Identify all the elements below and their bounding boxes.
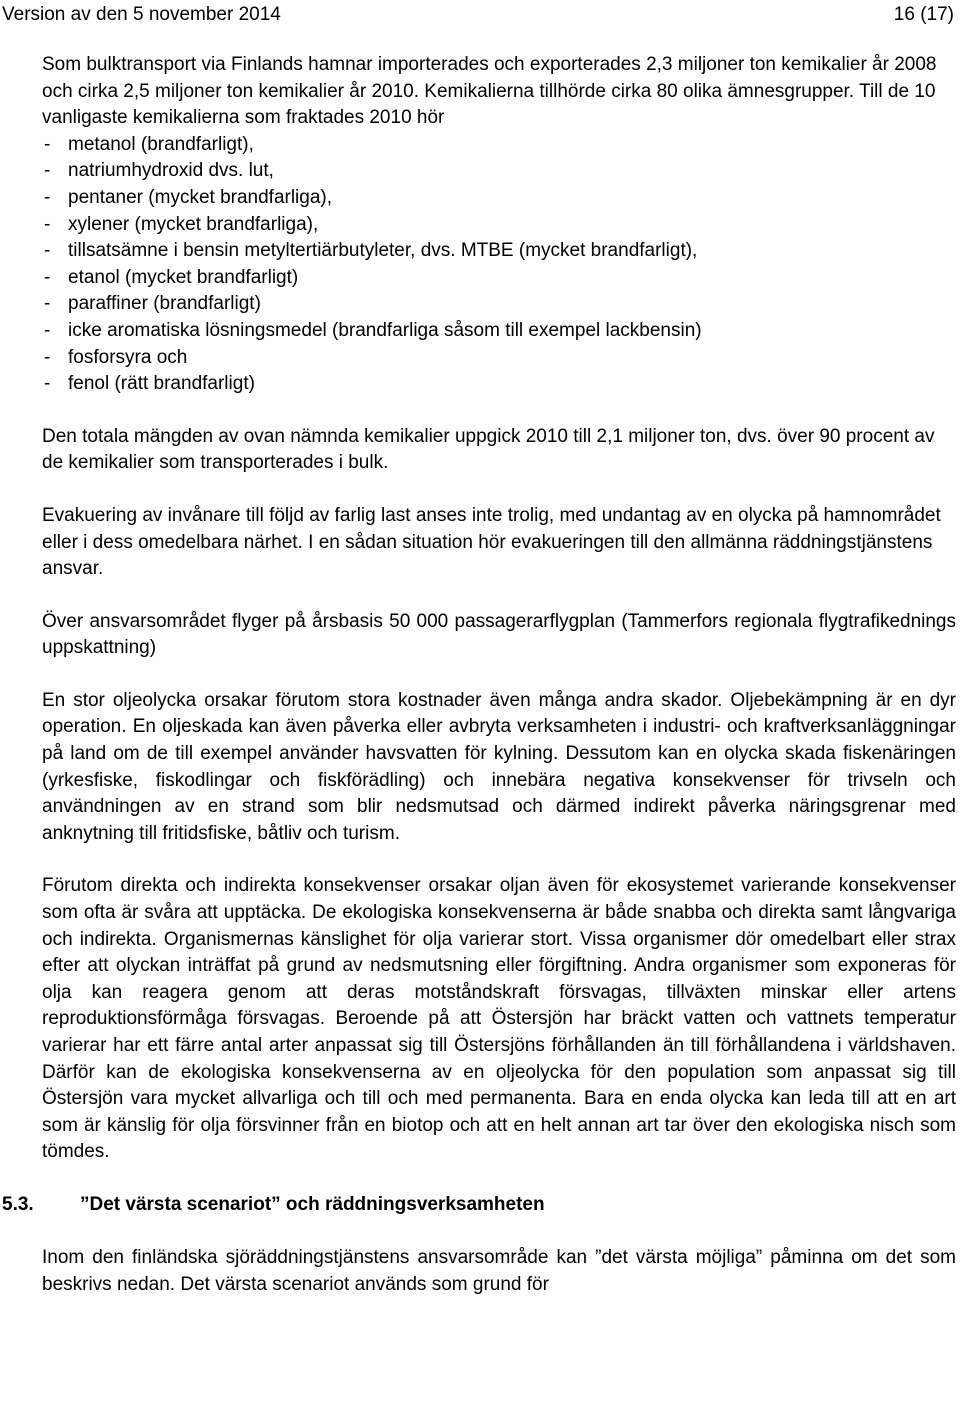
list-item: - fosforsyra och (44, 346, 188, 368)
section-heading (2, 1192, 956, 1219)
flights-paragraph: Över ansvarsområdet flyger på årsbasis 50 000 passagerarflygplan (Tammerfors regionala flygtrafikednings uppskattning) (42, 610, 956, 659)
list-item: - metanol (brandfarligt), (44, 133, 254, 155)
closing-paragraph: Inom den finländska sjöräddningstjänstens ansvarsområde kan ”det värsta möjliga” påminna om det som beskrivs nedan. Det värsta scenariot används som grund för (42, 1246, 956, 1295)
section-title: ”Det värsta scenariot” och räddningsverksamheten (80, 1193, 545, 1215)
list-item: - paraffiner (brandfarligt) (44, 293, 261, 315)
total-paragraph: Den totala mängden av ovan nämnda kemikalier uppgick 2010 till 2,1 miljoner ton, dvs. över 90 procent av de kemikalier som transporterades i bulk. (42, 425, 935, 474)
list-item: - pentaner (mycket brandfarliga), (44, 186, 333, 208)
oil-paragraph: En stor oljeolycka orsakar förutom stora kostnader även många andra skador. Oljebekämpning är en dyr operation. En oljeskada kan även påverka eller avbryta verksamheten i industri- och kraftverksanläggningar på land om de till exempel använder havsvatten för kylning. Dessutom kan en olycka skada fiskenäringen (yrkesfiske, fiskodlingar och fiskförädling) och innebära negativa konsekvenser för trivseln och användningen av en strand som blir nedsmutsad och därmed indirekt påverka näringsgrenar med anknytning till fritidsfiske, båtliv och turism. (42, 689, 956, 844)
list-item: - natriumhydroxid dvs. lut, (44, 160, 274, 182)
document-body (2, 52, 956, 1298)
list-item: - tillsatsämne i bensin metyltertiärbutyleter, dvs. MTBE (mycket brandfarligt), (44, 240, 698, 262)
chemical-list (42, 132, 956, 398)
list-item: - icke aromatiska lösningsmedel (brandfarliga såsom till exempel lackbensin) (44, 319, 702, 341)
list-item: - xylener (mycket brandfarliga), (44, 213, 319, 235)
evacuation-paragraph: Evakuering av invånare till följd av farlig last anses inte trolig, med undantag av en olycka på hamnområdet eller i dess omedelbara närhet. I en sådan situation hör evakueringen till den allmänna räddningstjänstens ansvar. (42, 504, 941, 580)
ecosystem-paragraph: Förutom direkta och indirekta konsekvenser orsakar oljan även för ekosystemet varierande konsekvenser som ofta är svåra att upptäcka. De ekologiska konsekvenserna är både snabba och direkta samt långvariga och indirekta. Organismernas känslighet för olja varierar stort. Vissa organismer dör omedelbart eller strax efter att olyckan inträffat på grund av nedsmutsning eller förgiftning. Andra organismer som exponeras för olja kan reagera genom att deras motståndskraft försvagas, tillväxten minskar eller artens reproduktionsförmåga försvagas. Beroende på att Östersjön har bräckt vatten och vattnets temperatur varierar har ett färre antal arter anpassat sig till Östersjöns förhållanden än till förhållandena i världshaven. Därför kan de ekologiska konsekvenserna av en oljeolycka för den population som anpassat sig till Östersjön vara mycket allvarliga och till och med permanenta. Bara en enda olycka kan leda till att en art som är känslig för olja försvinner från en biotop och att en helt annan art tar över den ekologiska nisch som tömdes. (42, 875, 956, 1163)
page-header (0, 2, 960, 28)
list-item: - fenol (rätt brandfarligt) (44, 373, 255, 395)
list-item: - etanol (mycket brandfarligt) (44, 266, 299, 288)
document-version: Version av den 5 november 2014 (2, 4, 281, 25)
section-number: 5.3. (2, 1193, 34, 1215)
page-number: 16 (17) (893, 4, 954, 25)
intro-paragraph: Som bulktransport via Finlands hamnar importerades och exporterades 2,3 miljoner ton kemikalier år 2008 och cirka 2,5 miljoner ton kemikalier år 2010. Kemikalierna tillhörde cirka 80 olika ämnesgrupper. Till de 10 vanligaste kemikalierna som fraktades 2010 hör (42, 54, 937, 129)
